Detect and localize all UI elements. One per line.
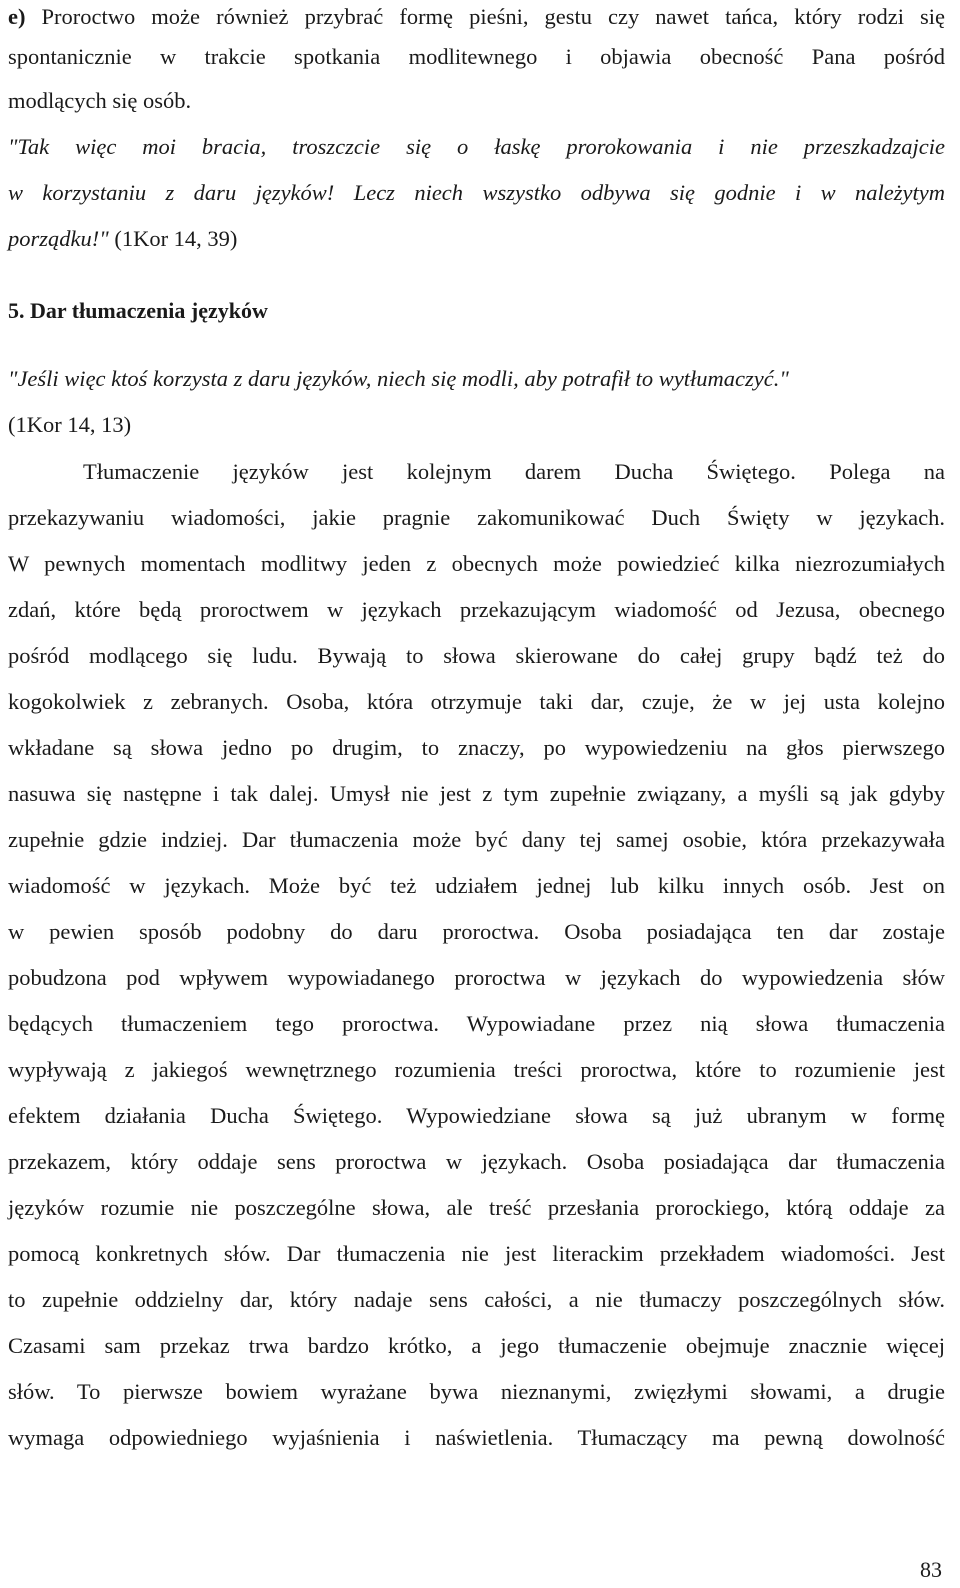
section-label: e) xyxy=(8,4,26,29)
body-line: zdań, które będą proroctwem w językach przekazującym wiadomość od Jezusa, obecnego xyxy=(8,597,945,622)
body-line: przekazem, który oddaje sens proroctwa w językach. Osoba posiadająca dar tłumaczenia xyxy=(8,1149,945,1174)
body-line: wypływają z jakiegoś wewnętrznego rozumienia treści proroctwa, które to rozumienie jest xyxy=(8,1057,945,1082)
quote-2-reference: (1Kor 14, 13) xyxy=(8,412,132,437)
body-line: pośród modlącego się ludu. Bywają to słowa skierowane do całej grupy bądź też do xyxy=(8,643,945,668)
page-number: 83 xyxy=(920,1557,942,1582)
quote-2-text: "Jeśli więc ktoś korzysta z daru języków, niech się modli, aby potrafił to wytłumaczyć." xyxy=(8,366,789,391)
section-heading: 5. Dar tłumaczenia języków xyxy=(8,298,268,323)
quote-1-line-1: "Tak więc moi bracia, troszczcie się o łaskę prorokowania i nie przeszkadzajcie xyxy=(8,134,945,159)
body-line: kogokolwiek z zebranych. Osoba, która otrzymuje taki dar, czuje, że w jej usta kolejno xyxy=(8,689,945,714)
body-line: zupełnie gdzie indziej. Dar tłumaczenia może być dany tej samej osobie, która przekazywała xyxy=(8,827,945,852)
body-line: wkładane są słowa jedno po drugim, to znaczy, po wypowiedzeniu na głos pierwszego xyxy=(8,735,945,760)
section-e-line-1 xyxy=(8,2,945,32)
body-line: W pewnych momentach modlitwy jeden z obecnych może powiedzieć kilka niezrozumiałych xyxy=(8,551,945,576)
quote-1-line-3 xyxy=(8,224,945,254)
body-line: wymaga odpowiedniego wyjaśnienia i naświetlenia. Tłumaczący ma pewną dowolność xyxy=(8,1425,945,1450)
quote-1-end: porządku!" xyxy=(8,226,109,251)
body-line: przekazywaniu wiadomości, jakie pragnie zakomunikować Duch Święty w językach. xyxy=(8,505,945,530)
quote-1-reference: (1Kor 14, 39) xyxy=(114,226,238,251)
section-e-line-2: spontanicznie w trakcie spotkania modlitewnego i objawia obecność Pana pośród xyxy=(8,44,945,69)
body-line: języków rozumie nie poszczególne słowa, ale treść przesłania prorockiego, którą oddaje za xyxy=(8,1195,945,1220)
body-line: Czasami sam przekaz trwa bardzo krótko, a jego tłumaczenie obejmuje znacznie więcej xyxy=(8,1333,945,1358)
body-line: pobudzona pod wpływem wypowiadanego proroctwa w językach do wypowiedzenia słów xyxy=(8,965,945,990)
body-line: Tłumaczenie języków jest kolejnym darem Ducha Świętego. Polega na xyxy=(83,459,945,484)
body-line: nasuwa się następne i tak dalej. Umysł nie jest z tym zupełnie związany, a myśli są jak gdyby xyxy=(8,781,945,806)
body-line: to zupełnie oddzielny dar, który nadaje sens całości, a nie tłumaczy poszczególnych słów. xyxy=(8,1287,945,1312)
quote-1-line-2: w korzystaniu z daru języków! Lecz niech wszystko odbywa się godnie i w należytym xyxy=(8,180,945,205)
body-line: będących tłumaczeniem tego proroctwa. Wypowiadane przez nią słowa tłumaczenia xyxy=(8,1011,945,1036)
section-e-line-3: modlących się osób. xyxy=(8,88,192,113)
body-line: efektem działania Ducha Świętego. Wypowiedziane słowa są już ubranym w formę xyxy=(8,1103,945,1128)
body-line: pomocą konkretnych słów. Dar tłumaczenia nie jest literackim przekładem wiadomości. Jest xyxy=(8,1241,945,1266)
body-line: słów. To pierwsze bowiem wyrażane bywa nieznanymi, zwięzłymi słowami, a drugie xyxy=(8,1379,945,1404)
body-line: w pewien sposób podobny do daru proroctwa. Osoba posiadająca ten dar zostaje xyxy=(8,919,945,944)
section-e-text: Proroctwo może również przybrać formę pieśni, gestu czy nawet tańca, który rodzi się xyxy=(41,4,945,29)
body-line: wiadomość w językach. Może być też udziałem jednej lub kilku innych osób. Jest on xyxy=(8,873,945,898)
